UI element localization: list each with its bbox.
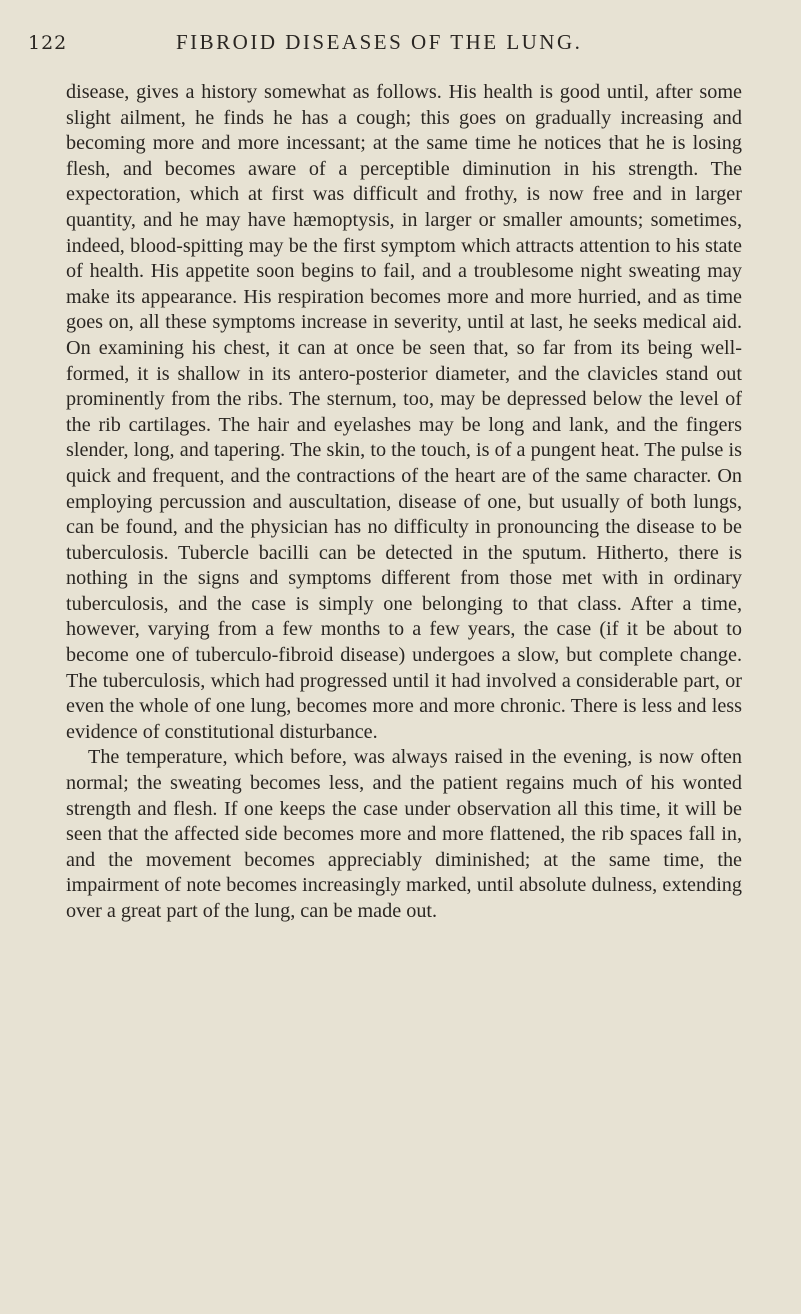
page-number: 122 [28,32,68,54]
paragraph: The temperature, which before, was always raised in the evening, is now often normal; the sweating becomes less, and the patient regains much of his wonted strength and flesh. If one keeps the case under observation all this time, it will be seen that the affected side becomes more and more flattened, the rib spaces fall in, and the movement becomes appreciably diminished; at the same time, the impairment of note becomes increasingly marked, until absolute dulness, extending over a great part of the lung, can be made out. [66,746,742,922]
body-text [66,80,742,925]
paragraph: disease, gives a history somewhat as follows. His health is good until, after some slight ailment, he finds he has a cough; this goes on gradually increasing and becoming more and more incessant; at the same time he notices that he is losing flesh, and becomes aware of a perceptible diminution in his strength. The expectoration, which at first was difficult and frothy, is now free and in larger quantity, and he may have hæmoptysis, in larger or smaller amounts; sometimes, indeed, blood-spitting may be the first symptom which attracts attention to his state of health. His appetite soon begins to fail, and a troublesome night sweating may make its appearance. His respiration becomes more and more hurried, and as time goes on, all these symptoms increase in severity, until at last, he seeks medical aid. On examining his chest, it can at once be seen that, so far from its being well-formed, it is shallow in its antero-posterior diameter, and the clavicles stand out prominently from the ribs. The sternum, too, may be depressed below the level of the rib cartilages. The hair and eyelashes may be long and lank, and the fingers slender, long, and tapering. The skin, to the touch, is of a pungent heat. The pulse is quick and frequent, and the contractions of the heart are of the same character. On employing percussion and auscultation, disease of one, but usually of both lungs, can be found, and the physician has no difficulty in pronouncing the disease to be tuberculosis. Tubercle bacilli can be detected in the sputum. Hitherto, there is nothing in the signs and symptoms different from those met with in ordinary tuberculosis, and the case is simply one belonging to that class. After a time, however, varying from a few months to a few years, the case (if it be about to become one of tuberculo-fibroid disease) undergoes a slow, but complete change. The tuberculosis, which had progressed until it had involved a considerable part, or even the whole of one lung, becomes more and more chronic. There is less and less evidence of constitutional disturbance. [66,81,742,743]
page-header [0,28,801,58]
running-title: FIBROID DISEASES OF THE LUNG. [176,30,583,54]
